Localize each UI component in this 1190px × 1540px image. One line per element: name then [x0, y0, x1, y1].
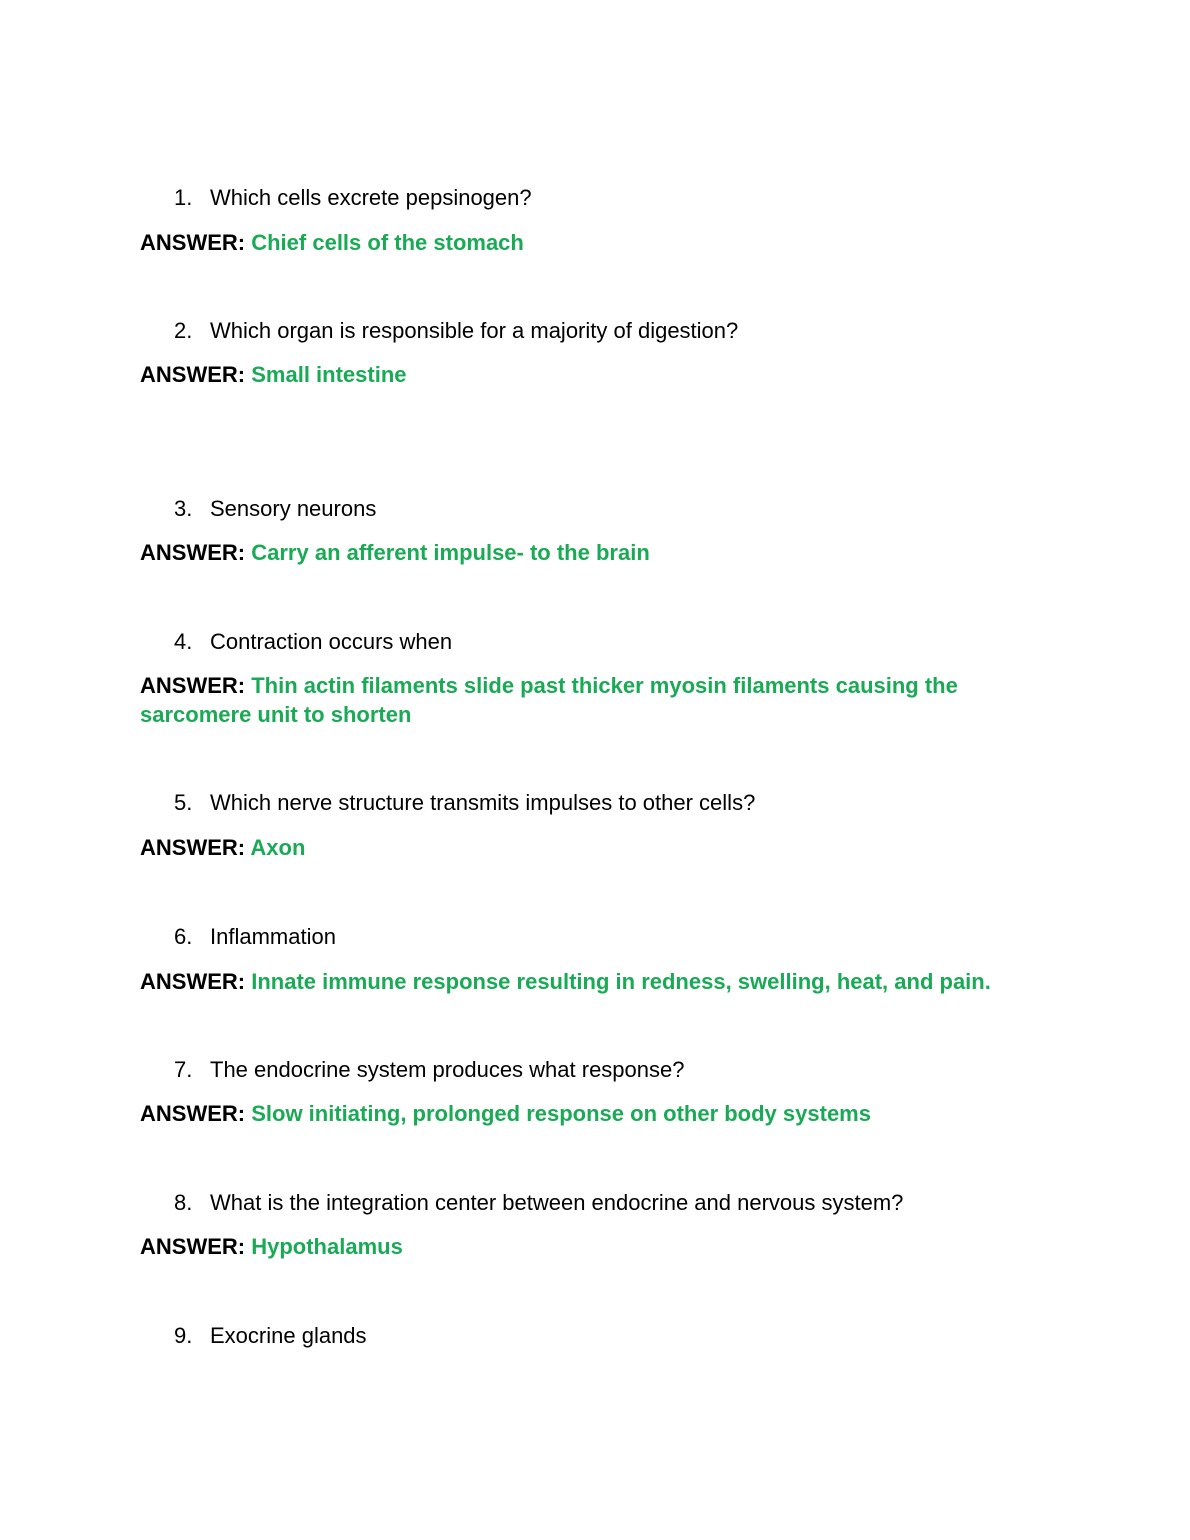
- question-2: [174, 318, 738, 344]
- answer-2: [140, 360, 1040, 389]
- answer-text: Carry an afferent impulse- to the brain: [251, 540, 650, 565]
- question-text: Sensory neurons: [210, 496, 377, 521]
- question-number: 2.: [174, 318, 193, 343]
- answer-1: [140, 228, 1040, 257]
- question-9: [174, 1323, 367, 1349]
- question-text: Which organ is responsible for a majority of digestion?: [210, 318, 739, 343]
- question-text: Which cells excrete pepsinogen?: [210, 185, 532, 210]
- question-text: Exocrine glands: [210, 1323, 367, 1348]
- answer-7: [140, 1099, 1040, 1128]
- answer-label: ANSWER:: [140, 1101, 246, 1126]
- question-5: [174, 790, 755, 816]
- answer-5: [140, 833, 1040, 862]
- answer-6: [140, 967, 1040, 996]
- answer-text: Hypothalamus: [251, 1234, 403, 1259]
- question-8: [174, 1190, 903, 1216]
- question-text: What is the integration center between endocrine and nervous system?: [210, 1190, 904, 1215]
- question-text: Which nerve structure transmits impulses to other cells?: [210, 790, 756, 815]
- question-number: 9.: [174, 1323, 193, 1348]
- answer-text: Thin actin filaments slide past thicker myosin filaments causing the sarcomere unit to shorten: [140, 673, 958, 727]
- question-text: Inflammation: [210, 924, 336, 949]
- answer-label: ANSWER:: [140, 835, 246, 860]
- answer-text: Chief cells of the stomach: [251, 230, 524, 255]
- question-number: 6.: [174, 924, 193, 949]
- answer-3: [140, 538, 1040, 567]
- answer-4: [140, 671, 1040, 729]
- question-number: 8.: [174, 1190, 193, 1215]
- question-7: [174, 1057, 684, 1083]
- answer-text: Small intestine: [251, 362, 407, 387]
- question-text: Contraction occurs when: [210, 629, 453, 654]
- question-number: 3.: [174, 496, 193, 521]
- answer-label: ANSWER:: [140, 673, 246, 698]
- answer-label: ANSWER:: [140, 540, 246, 565]
- question-4: [174, 629, 452, 655]
- answer-label: ANSWER:: [140, 230, 246, 255]
- answer-label: ANSWER:: [140, 969, 246, 994]
- question-number: 1.: [174, 185, 193, 210]
- answer-label: ANSWER:: [140, 362, 246, 387]
- answer-label: ANSWER:: [140, 1234, 246, 1259]
- question-number: 4.: [174, 629, 193, 654]
- question-number: 5.: [174, 790, 193, 815]
- question-1: [174, 185, 532, 211]
- question-text: The endocrine system produces what response?: [210, 1057, 685, 1082]
- question-number: 7.: [174, 1057, 193, 1082]
- question-3: [174, 496, 376, 522]
- answer-8: [140, 1232, 1040, 1261]
- answer-text: Axon: [250, 835, 306, 860]
- answer-text: Slow initiating, prolonged response on other body systems: [251, 1101, 871, 1126]
- answer-text: Innate immune response resulting in redness, swelling, heat, and pain.: [251, 969, 991, 994]
- question-6: [174, 924, 336, 950]
